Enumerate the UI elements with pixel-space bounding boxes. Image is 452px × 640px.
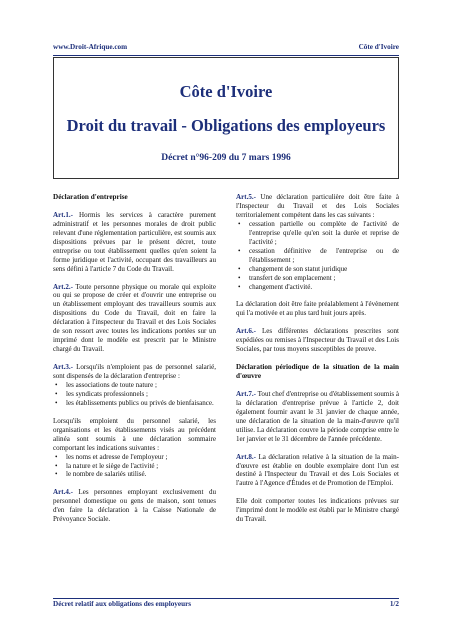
article-2	[53, 283, 216, 355]
article-6	[236, 327, 399, 354]
article-8	[236, 453, 399, 489]
article-text: Les personnes employant exclusivement du personnel domestique ou gens de maison, sont tenues d'en faire la déclaration à la Caisse Nationale de Prévoyance Sociale.	[53, 488, 216, 524]
article-text: Lorsqu'ils n'emploient pas de personnel salarié, sont dispensés de la déclaration d'entreprise :	[53, 363, 216, 381]
article-text: Toute personne physique ou morale qui exploite ou qui se propose de créer et d'ouvrir une entreprise ou un établissement employant des travailleurs soumis aux dispositions du Code du Travail, doit en faire la déclaration à l'inspecteur du Travail et des Lois Sociales de son ressort avec toutes les indications portées sur un imprimé dont le modèle est prescrit par le Ministre chargé du Travail.	[53, 282, 216, 354]
cases-list	[236, 220, 399, 292]
list-item: • transfert de son emplacement ;	[236, 274, 399, 283]
list-item: • changement de son statut juridique	[236, 265, 399, 274]
list-item: • le nombre de salariés utilisé.	[53, 470, 216, 479]
article-text: Hormis les services à caractère purement administratif et les personnes morales de droit public relevant d'une réglementation particulière, est soumis aux dispositions prévues par le présent décret, toute entreprise ou tout établissement quelles qu'en soient la forme juridique et l'activité, occupant des travailleurs au sens défini à l'article 7 du Code du Travail.	[53, 210, 216, 273]
footer-title: Décret relatif aux obligations des employeurs	[53, 600, 192, 608]
list-item: • cessation définitive de l'entreprise ou de l'établissement ;	[236, 247, 399, 265]
exemption-list	[53, 381, 216, 408]
article-3-paragraph: Lorsqu'ils emploient du personnel salarié, les organisations et les établissements visés au précédent alinéa sont soumis à une déclaration sommaire comportant les indications suivantes :	[53, 416, 216, 452]
title-box	[53, 57, 399, 179]
article-text: Tout chef d'entreprise ou d'établissement soumis à la déclaration d'entreprise prévue à l'article 2, doit également fournir avant le 31 janvier de chaque année, une déclaration de la situation de la main-d'œuvre qu'il utilise. La déclaration couvre la période comprise entre le 1er janvier et le 31 décembre de l'année précédente.	[236, 389, 399, 443]
list-item: • cessation partielle ou complète de l'activité de l'entreprise qu'elle qu'en soit la durée et reprise de l'activité ;	[236, 220, 399, 247]
indications-list	[53, 453, 216, 480]
right-column	[236, 193, 399, 533]
article-label: Art.6.-	[236, 327, 256, 336]
document-country-title: Côte d'Ivoire	[179, 82, 273, 101]
document-subject-title: Droit du travail - Obligations des employeurs	[66, 116, 386, 135]
decree-reference: Décret n°96-209 du 7 mars 1996	[161, 153, 291, 163]
list-item: • les établissements publics ou privés de bienfaisance.	[53, 399, 216, 408]
article-label: Art.7.-	[236, 389, 256, 398]
list-item: • les syndicats professionnels ;	[53, 390, 216, 399]
article-7	[236, 390, 399, 444]
header-country: Côte d'Ivoire	[358, 43, 399, 51]
list-item: • les noms et adresse de l'employeur ;	[53, 453, 216, 462]
article-label: Art.5.-	[236, 193, 256, 201]
article-5	[236, 193, 399, 220]
article-3	[53, 363, 216, 381]
section-heading: Déclaration d'entreprise	[53, 193, 128, 201]
article-5-paragraph: La déclaration doit être faite préalablement à l'évènement qui l'a motivée et au plus tard huit jours après.	[236, 300, 399, 318]
header-rule	[53, 55, 399, 56]
article-1	[53, 211, 216, 274]
footer-rule	[53, 598, 399, 599]
page-number: 1/2	[389, 600, 399, 608]
page-header	[53, 43, 399, 55]
article-label: Art.3.-	[53, 363, 73, 372]
article-label: Art.1.-	[53, 210, 73, 219]
page-footer	[53, 600, 399, 612]
article-label: Art.8.-	[236, 452, 256, 461]
section-heading: Déclaration périodique de la situation de la main d'œuvre	[236, 363, 399, 381]
article-text: Les différentes déclarations prescrites sont expédiées ou remises à l'Inspecteur du Travail et des Lois Sociales, par tous moyens susceptibles de preuve.	[236, 327, 399, 354]
article-text: Une déclaration particulière doit être faite à l'Inspecteur du Travail et des Lois Sociales territorialement compétent dans les cas suivants :	[236, 193, 399, 219]
article-text: La déclaration relative à la situation de la main-d'œuvre est établie en double exemplaire dont l'un est destiné à l'Inspecteur du Travail et des Lois Sociales et l'autre à l'Agence d'Études et de Promotion de l'Emploi.	[236, 452, 399, 488]
article-8-paragraph: Elle doit comporter toutes les indications prévues sur l'imprimé dont le modèle est établi par le Ministre chargé du Travail.	[236, 497, 399, 524]
article-label: Art.4.-	[53, 488, 73, 497]
header-website[interactable]: www.Droit-Afrique.com	[53, 43, 128, 51]
list-item: • changement d'activité.	[236, 283, 399, 292]
article-label: Art.2.-	[53, 282, 73, 291]
list-item: • la nature et le siège de l'activité ;	[53, 462, 216, 471]
left-column	[53, 193, 216, 533]
list-item: • les associations de toute nature ;	[53, 381, 216, 390]
article-4	[53, 488, 216, 524]
